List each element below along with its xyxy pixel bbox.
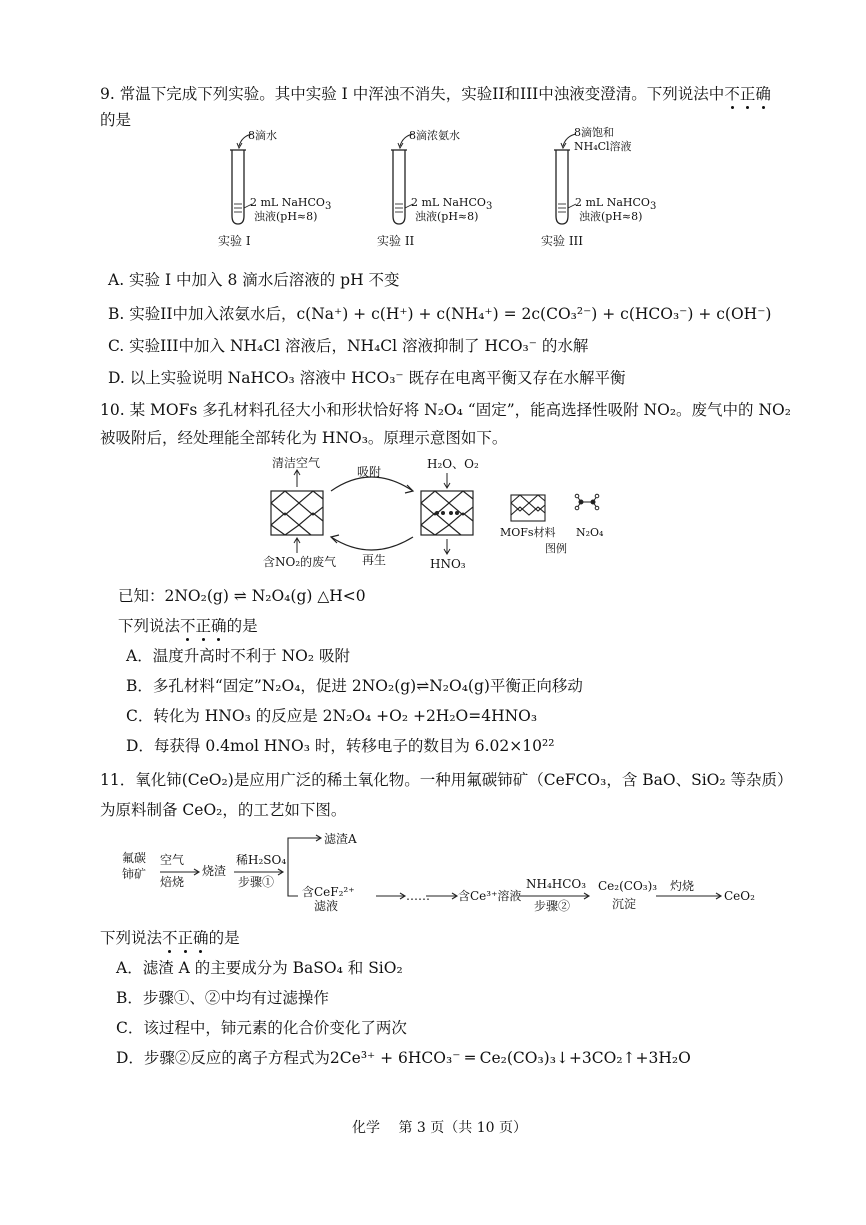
- legend-n2o4-label: N₂O₄: [576, 526, 604, 539]
- tube1-reagent: 8滴水: [248, 129, 277, 142]
- q10-known: 已知：2NO₂(g) ⇌ N₂O₄(g) △H<0: [118, 587, 366, 605]
- regenerate-label: 再生: [362, 553, 387, 567]
- q10-option-c: C．转化为 HNO₃ 的反应是 2N₂O₄ +O₂ +2H₂O=4HNO₃: [126, 707, 538, 725]
- flow-acid: 稀H₂SO₄: [236, 853, 287, 867]
- flow-filtrate1: 含CeF₂²⁺: [302, 885, 355, 899]
- q11-option-a: A．滤渣 A 的主要成分为 BaSO₄ 和 SiO₂: [116, 959, 403, 977]
- legend-caption: 图例: [545, 542, 567, 555]
- emphasis-char: 确: [755, 85, 771, 103]
- tube-2: [391, 134, 413, 224]
- tube-3: [554, 134, 576, 224]
- q9-stem-text: 9. 常温下完成下列实验。其中实验 I 中浑浊不消失，实验II和III中浊液变澄清。下列说法中: [100, 85, 725, 103]
- legend-mofs-label: MOFs材料: [500, 526, 556, 539]
- clean-air-label: 清洁空气: [272, 456, 321, 470]
- q9-option-b: B. 实验II中加入浓氨水后，c(Na⁺) + c(H⁺) + c(NH₄⁺) = 2c(CO₃²⁻) + c(HCO₃⁻) + c(OH⁻): [108, 305, 772, 323]
- flow-roast: 焙烧: [160, 875, 185, 889]
- flow-slag: 烧渣: [202, 864, 227, 878]
- waste-gas-label: 含NO₂的废气: [263, 555, 337, 569]
- tube2-reagent: 8滴浓氨水: [409, 129, 460, 142]
- emphasis-text: [180, 617, 227, 635]
- mofs-mesh-left: [271, 491, 323, 535]
- tube3-content2: 浊液(pH≈8): [579, 210, 643, 223]
- flow-filtrate2: 滤液: [314, 899, 339, 913]
- tube1-content: 2 mL NaHCO$_3$: [250, 196, 332, 213]
- tube2-caption: 实验 II: [377, 234, 415, 248]
- legend-mofs-icon: [511, 495, 545, 521]
- q11-option-b: B．步骤①、②中均有过滤操作: [116, 989, 329, 1007]
- adsorb-label: 吸附: [357, 465, 382, 479]
- hno3-label: HNO₃: [430, 557, 466, 571]
- flow-nh4hco3: NH₄HCO₃: [526, 877, 587, 891]
- flow-step2: 步骤②: [534, 899, 571, 913]
- flow-dots: ……: [406, 889, 430, 903]
- tube2-content2: 浊液(pH≈8): [415, 210, 479, 223]
- q11-stem-line2: 为原料制备 CeO₂，的工艺如下图。: [100, 801, 347, 819]
- tube3-reagent: 8滴饱和: [574, 126, 614, 139]
- q9-stem-line2: 的是: [100, 111, 132, 129]
- tube1-caption: 实验 I: [218, 234, 251, 248]
- tube3-content: 2 mL NaHCO$_3$: [575, 196, 657, 213]
- flow-ce-solution: 含Ce³⁺溶液: [458, 889, 522, 903]
- q9-option-d: D. 以上实验说明 NaHCO₃ 溶液中 HCO₃⁻ 既存在电离平衡又存在水解平衡: [108, 369, 626, 387]
- q9-stem: [100, 84, 771, 104]
- flow-ore2: 铈矿: [122, 867, 147, 881]
- page-footer: 化学 第 3 页（共 10 页）: [352, 1120, 527, 1136]
- emphasis-char: 不: [162, 929, 178, 947]
- emphasis-char: 正: [739, 85, 756, 103]
- q10-option-b: B．多孔材料“固定”N₂O₄，促进 2NO₂(g)⇌N₂O₄(g)平衡正向移动: [126, 677, 583, 695]
- flow-precip1: Ce₂(CO₃)₃: [598, 879, 658, 893]
- q9-stem-emph: [724, 85, 771, 103]
- q10-option-a: A．温度升高时不利于 NO₂ 吸附: [126, 647, 351, 665]
- q10-option-d: D．每获得 0.4mol HNO₃ 时，转移电子的数目为 6.02×10²²: [126, 737, 555, 755]
- tube3-caption: 实验 III: [541, 234, 584, 248]
- emphasis-char: 正: [177, 929, 194, 947]
- adsorb-arrow: [331, 477, 413, 491]
- mofs-mesh-right: [421, 491, 473, 535]
- flow-calcine: 灼烧: [670, 879, 695, 893]
- tube-1: [230, 134, 252, 224]
- tube1-content2: 浊液(pH≈8): [254, 210, 318, 223]
- flow-ore1: 氟碳: [122, 851, 147, 865]
- emphasis-char: 不: [180, 617, 196, 635]
- flow-product: CeO₂: [724, 889, 755, 903]
- h2o-o2-label: H₂O、O₂: [427, 457, 479, 471]
- emphasis-char: 正: [195, 617, 212, 635]
- q11-stem-line1: 11．氧化铈(CeO₂)是应用广泛的稀土氧化物。一种用氟碳铈矿（CeFCO₃，含 BaO、SiO₂ 等杂质）: [100, 771, 793, 789]
- emphasis-char: 不: [724, 85, 740, 103]
- tube3-reagent2: NH₄Cl溶液: [574, 140, 632, 153]
- q9-option-c: C. 实验III中加入 NH₄Cl 溶液后，NH₄Cl 溶液抑制了 HCO₃⁻ 的水解: [108, 337, 589, 355]
- q10-stem-question: 下列说法不正确的是: [118, 617, 258, 635]
- flow-air: 空气: [160, 853, 185, 867]
- emphasis-char: 确: [211, 617, 227, 635]
- flow-precip2: 沉淀: [612, 897, 637, 911]
- emphasis-char: 确: [193, 929, 209, 947]
- flow-residue: 滤渣A: [324, 832, 357, 846]
- q10-stem-line2: 被吸附后，经处理能全部转化为 HNO₃。原理示意图如下。: [100, 429, 508, 447]
- tube2-content: 2 mL NaHCO$_3$: [411, 196, 493, 213]
- legend-n2o4-icon: [575, 494, 599, 510]
- regenerate-arrow: [331, 537, 413, 550]
- q11-option-c: C．该过程中，铈元素的化合价变化了两次: [116, 1019, 407, 1037]
- q11-option-d: D．步骤②反应的离子方程式为2Ce³⁺ + 6HCO₃⁻ ═ Ce₂(CO₃)₃↓+3CO₂↑+3H₂O: [116, 1049, 691, 1067]
- q10-stem-line1: 10. 某 MOFs 多孔材料孔径大小和形状恰好将 N₂O₄ “固定”，能高选择性吸附 NO₂。废气中的 NO₂: [100, 401, 791, 419]
- q11-stem-question: 下列说法不正确的是: [100, 929, 240, 947]
- flow-step1: 步骤①: [238, 875, 275, 889]
- q9-option-a: A. 实验 I 中加入 8 滴水后溶液的 pH 不变: [108, 271, 400, 289]
- emphasis-text: [162, 929, 209, 947]
